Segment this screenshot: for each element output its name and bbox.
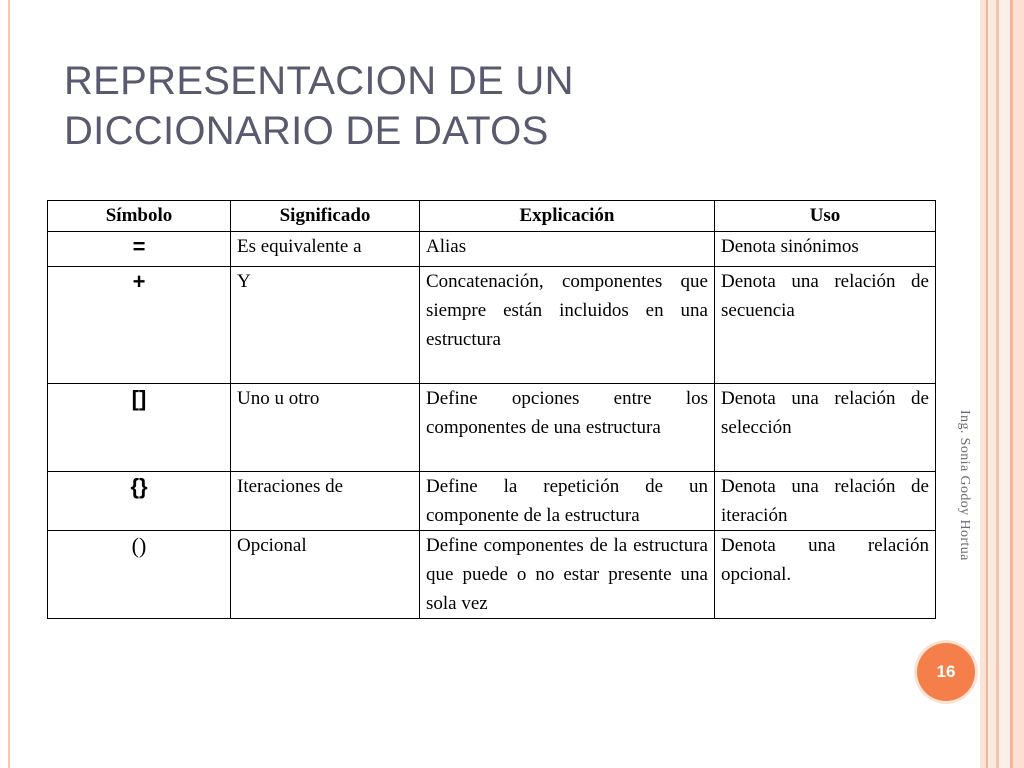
explanation-cell: Define componentes de la estructura que puede o no estar presente una sola vez — [420, 531, 715, 619]
column-header-explanation: Explicación — [420, 201, 715, 232]
column-header-meaning: Significado — [231, 201, 420, 232]
table-row — [48, 267, 936, 384]
data-dictionary-table — [47, 200, 936, 619]
table-header-row — [48, 201, 936, 232]
meaning-cell: Iteraciones de — [231, 472, 420, 531]
slide-title-line-1: REPRESENTACION DE UN — [64, 59, 574, 103]
use-cell: Denota una relación de iteración — [715, 472, 936, 531]
table-row — [48, 472, 936, 531]
column-header-symbol: Símbolo — [48, 201, 231, 232]
explanation-cell: Define opciones entre los componentes de una estructura — [420, 384, 715, 472]
page-number-badge: 16 — [917, 643, 975, 701]
symbol-cell: () — [48, 531, 231, 619]
author-footer: Ing. Sonia Godoy Hortua — [957, 410, 972, 561]
column-header-use: Uso — [715, 201, 936, 232]
slide-title-line-2: DICCIONARIO DE DATOS — [64, 109, 549, 153]
explanation-cell: Alias — [420, 232, 715, 267]
left-border-line — [8, 0, 10, 768]
right-decorative-stripes — [980, 0, 1024, 768]
symbol-cell: {} — [48, 472, 231, 531]
table-row — [48, 384, 936, 472]
slide-title — [64, 56, 884, 156]
use-cell: Denota una relación de secuencia — [715, 267, 936, 384]
use-cell: Denota una relación de selección — [715, 384, 936, 472]
meaning-cell: Y — [231, 267, 420, 384]
meaning-cell: Uno u otro — [231, 384, 420, 472]
table-row — [48, 531, 936, 619]
symbol-cell: + — [48, 267, 231, 384]
symbol-cell: = — [48, 232, 231, 267]
meaning-cell: Opcional — [231, 531, 420, 619]
use-cell: Denota una relación opcional. — [715, 531, 936, 619]
meaning-cell: Es equivalente a — [231, 232, 420, 267]
explanation-cell: Concatenación, componentes que siempre están incluidos en una estructura — [420, 267, 715, 384]
symbol-cell: [] — [48, 384, 231, 472]
table-row — [48, 232, 936, 267]
use-cell: Denota sinónimos — [715, 232, 936, 267]
explanation-cell: Define la repetición de un componente de la estructura — [420, 472, 715, 531]
